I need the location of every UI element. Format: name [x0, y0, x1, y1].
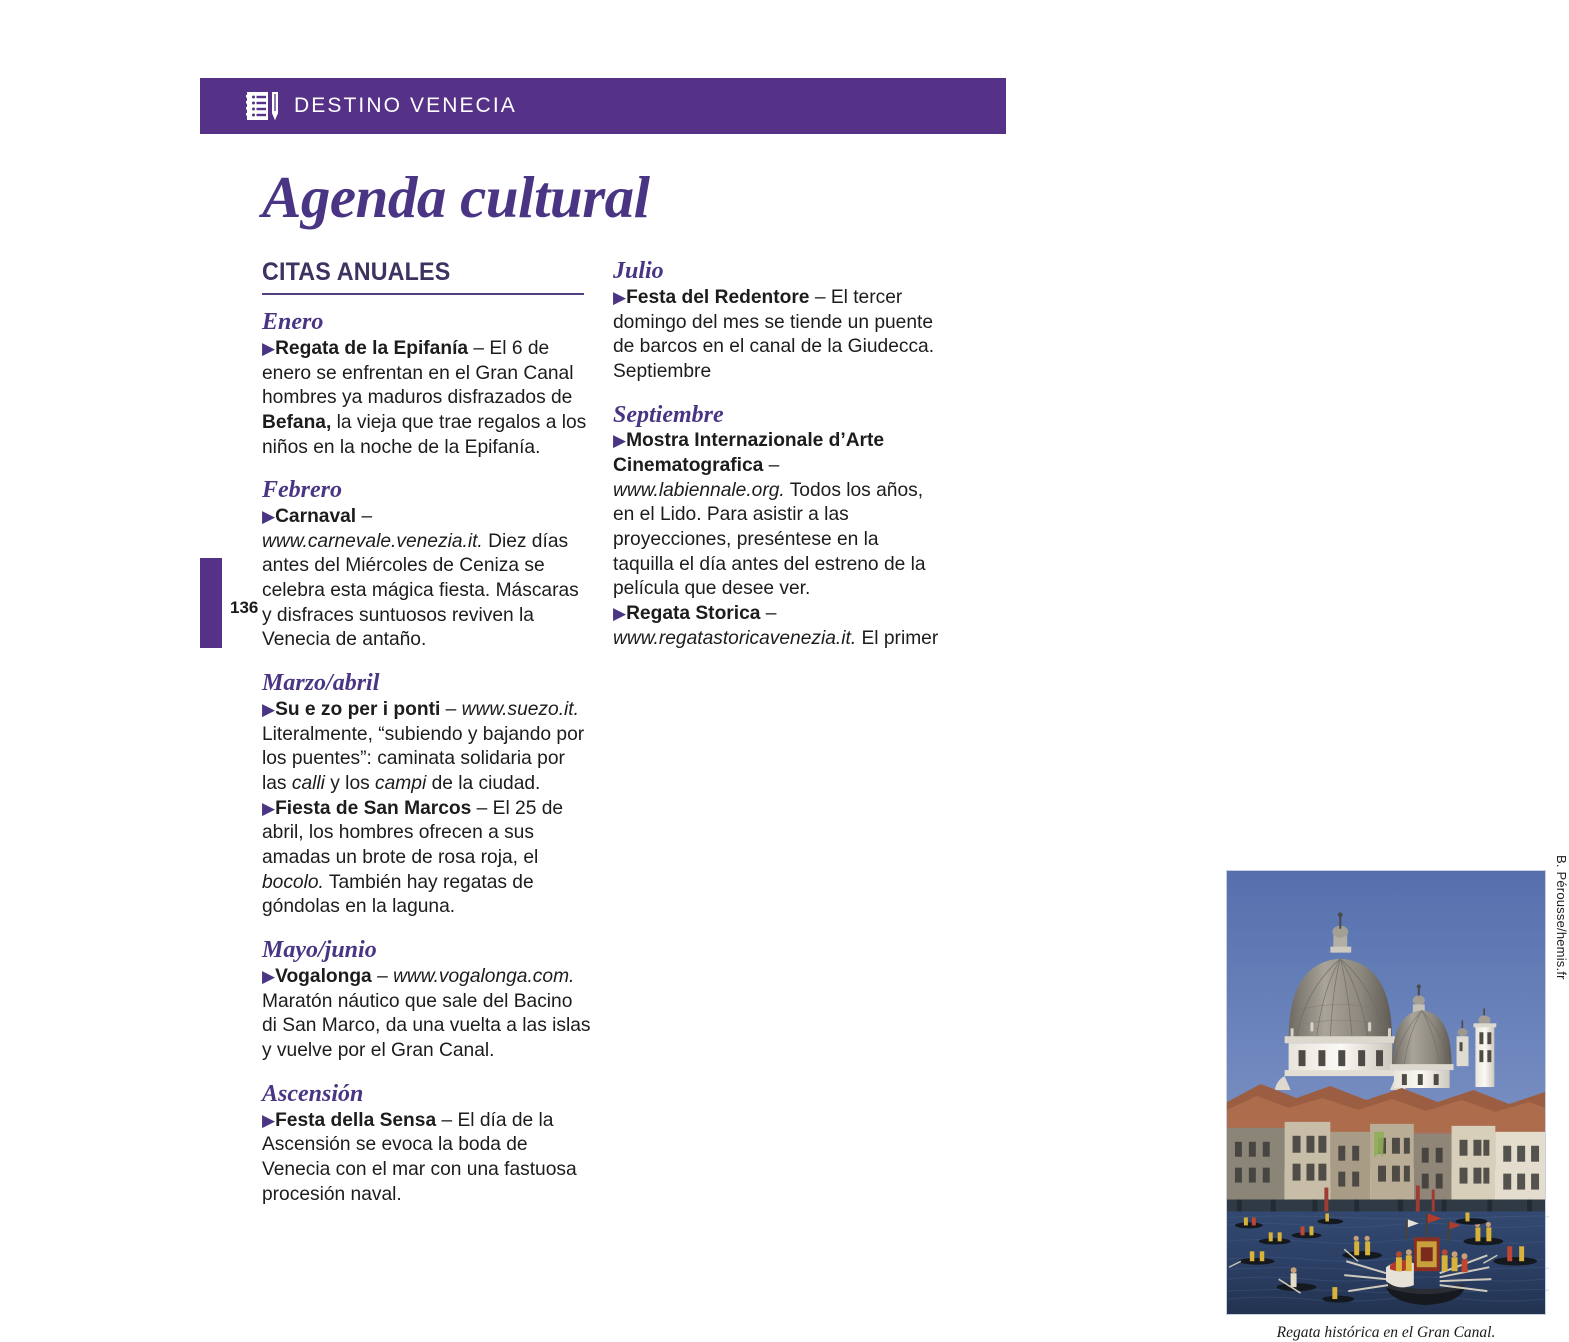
entry-dash: –	[468, 337, 490, 359]
event-entry	[613, 429, 943, 602]
event-body-text: Diez días antes del Miércoles de Ceniza se celebra esta mágica fiesta. Máscaras y disfraces suntuosos reviven la Venecia de antaño.	[262, 530, 579, 651]
left-column-months	[262, 309, 592, 1207]
page-tab-marker	[200, 558, 222, 648]
page-title: Agenda cultural	[262, 164, 650, 230]
section-heading-citas-anuales: CITAS ANUALES	[262, 258, 451, 286]
month-heading: Febrero	[262, 477, 342, 504]
month-heading: Septiembre	[613, 401, 724, 428]
triangle-bullet-icon: ▶	[262, 700, 276, 720]
event-body-text: Befana,	[262, 411, 332, 433]
triangle-bullet-icon: ▶	[613, 287, 627, 307]
triangle-bullet-icon: ▶	[262, 338, 276, 358]
triangle-bullet-icon: ▶	[613, 604, 627, 624]
event-title: Regata de la Epifanía	[275, 337, 469, 359]
event-entry	[262, 797, 592, 920]
notepad-pencil-icon	[246, 90, 280, 122]
event-body-text: campi	[375, 773, 427, 795]
event-entry	[262, 698, 592, 797]
left-column	[262, 258, 592, 1207]
event-body-text: El primer	[856, 627, 939, 649]
month-heading: Ascensión	[262, 1080, 364, 1107]
event-body-text: El día de la Ascensión se evoca la boda de Venecia con el mar con una fastuosa procesión naval.	[262, 1109, 577, 1205]
photo-regata-storica	[1226, 870, 1546, 1315]
entry-dash: –	[436, 1109, 458, 1131]
event-entry	[262, 505, 592, 653]
event-body-text: de la ciudad.	[426, 773, 541, 795]
entry-dash: –	[763, 455, 780, 477]
event-entry	[262, 337, 592, 460]
entry-dash: –	[371, 965, 394, 987]
event-title: Carnaval	[275, 506, 357, 528]
event-body-text: Maratón náutico que sale del Bacino di San Marco, da una vuelta a las islas y vuelve por el Gran Canal.	[262, 990, 591, 1061]
event-body-text: Literalmente, “subiendo y bajando por los puentes”: caminata solidaria por las	[262, 723, 585, 795]
event-title: Festa del Redentore	[626, 286, 810, 308]
page-number: 136	[230, 598, 259, 617]
event-title: Vogalonga	[275, 965, 372, 987]
photo-caption: Regata histórica en el Gran Canal.	[1276, 1324, 1496, 1341]
event-title: Fiesta de San Marcos	[275, 797, 472, 819]
photo-credit: B. Pérousse/hemis.fr	[1554, 855, 1569, 980]
event-body-text: calli	[291, 773, 325, 795]
month-heading: Mayo/junio	[262, 937, 377, 964]
triangle-bullet-icon: ▶	[262, 1110, 276, 1130]
page-header-band	[200, 78, 1006, 134]
month-heading: Marzo/abril	[262, 670, 380, 697]
event-body-text: www.regatastoricavenezia.it.	[613, 627, 857, 649]
event-body-text: El 6 de enero se enfrentan en el Gran Canal hombres ya maduros disfrazados de	[262, 337, 574, 409]
triangle-bullet-icon: ▶	[262, 966, 276, 986]
triangle-bullet-icon: ▶	[262, 507, 276, 527]
event-body-text: bocolo.	[262, 871, 324, 893]
event-body-text: la vieja que trae regalos a los niños en la noche de la Epifanía.	[262, 411, 587, 458]
event-body-text: y los	[324, 773, 376, 795]
event-body-text: www.labiennale.org.	[613, 479, 785, 501]
triangle-bullet-icon: ▶	[262, 798, 276, 818]
event-title: Su e zo per i ponti	[275, 699, 441, 721]
entry-dash: –	[809, 286, 831, 308]
event-body-text: También hay regatas de góndolas en la laguna.	[262, 871, 534, 918]
entry-dash: –	[471, 797, 493, 819]
event-body-text: www.suezo.it.	[461, 699, 579, 721]
event-entry	[613, 602, 943, 651]
month-heading: Enero	[262, 309, 324, 335]
event-body-text: El 25 de abril, los hombres ofrecen a sus amadas un brote de rosa roja, el	[262, 797, 564, 869]
right-column	[613, 258, 1569, 1341]
entry-dash: –	[760, 603, 777, 625]
event-title: Mostra Internazionale d’Arte Cinematografica	[613, 430, 885, 477]
event-body-text: www.vogalonga.com.	[393, 965, 575, 987]
triangle-bullet-icon: ▶	[613, 431, 627, 451]
photo-image	[1226, 870, 1546, 1315]
section-rule	[262, 293, 584, 295]
header-title: DESTINO VENECIA	[294, 94, 517, 117]
event-title: Festa della Sensa	[275, 1109, 437, 1131]
event-entry	[262, 965, 592, 1064]
event-body-text: El tercer domingo del mes se tiende un puente de barcos en el canal de la Giudecca. Septiembre	[613, 286, 935, 382]
entry-dash: –	[440, 699, 462, 721]
month-heading: Julio	[613, 258, 664, 284]
right-column-months	[613, 258, 943, 651]
event-title: Regata Storica	[626, 603, 761, 625]
event-entry	[262, 1109, 592, 1208]
entry-dash: –	[356, 506, 373, 528]
event-entry	[613, 286, 943, 385]
event-body-text: Todos los años, en el Lido. Para asistir a las proyecciones, preséntese en la taquilla el día antes del estreno de la película que desee ver.	[613, 479, 926, 600]
event-body-text: www.carnevale.venezia.it.	[262, 530, 483, 552]
